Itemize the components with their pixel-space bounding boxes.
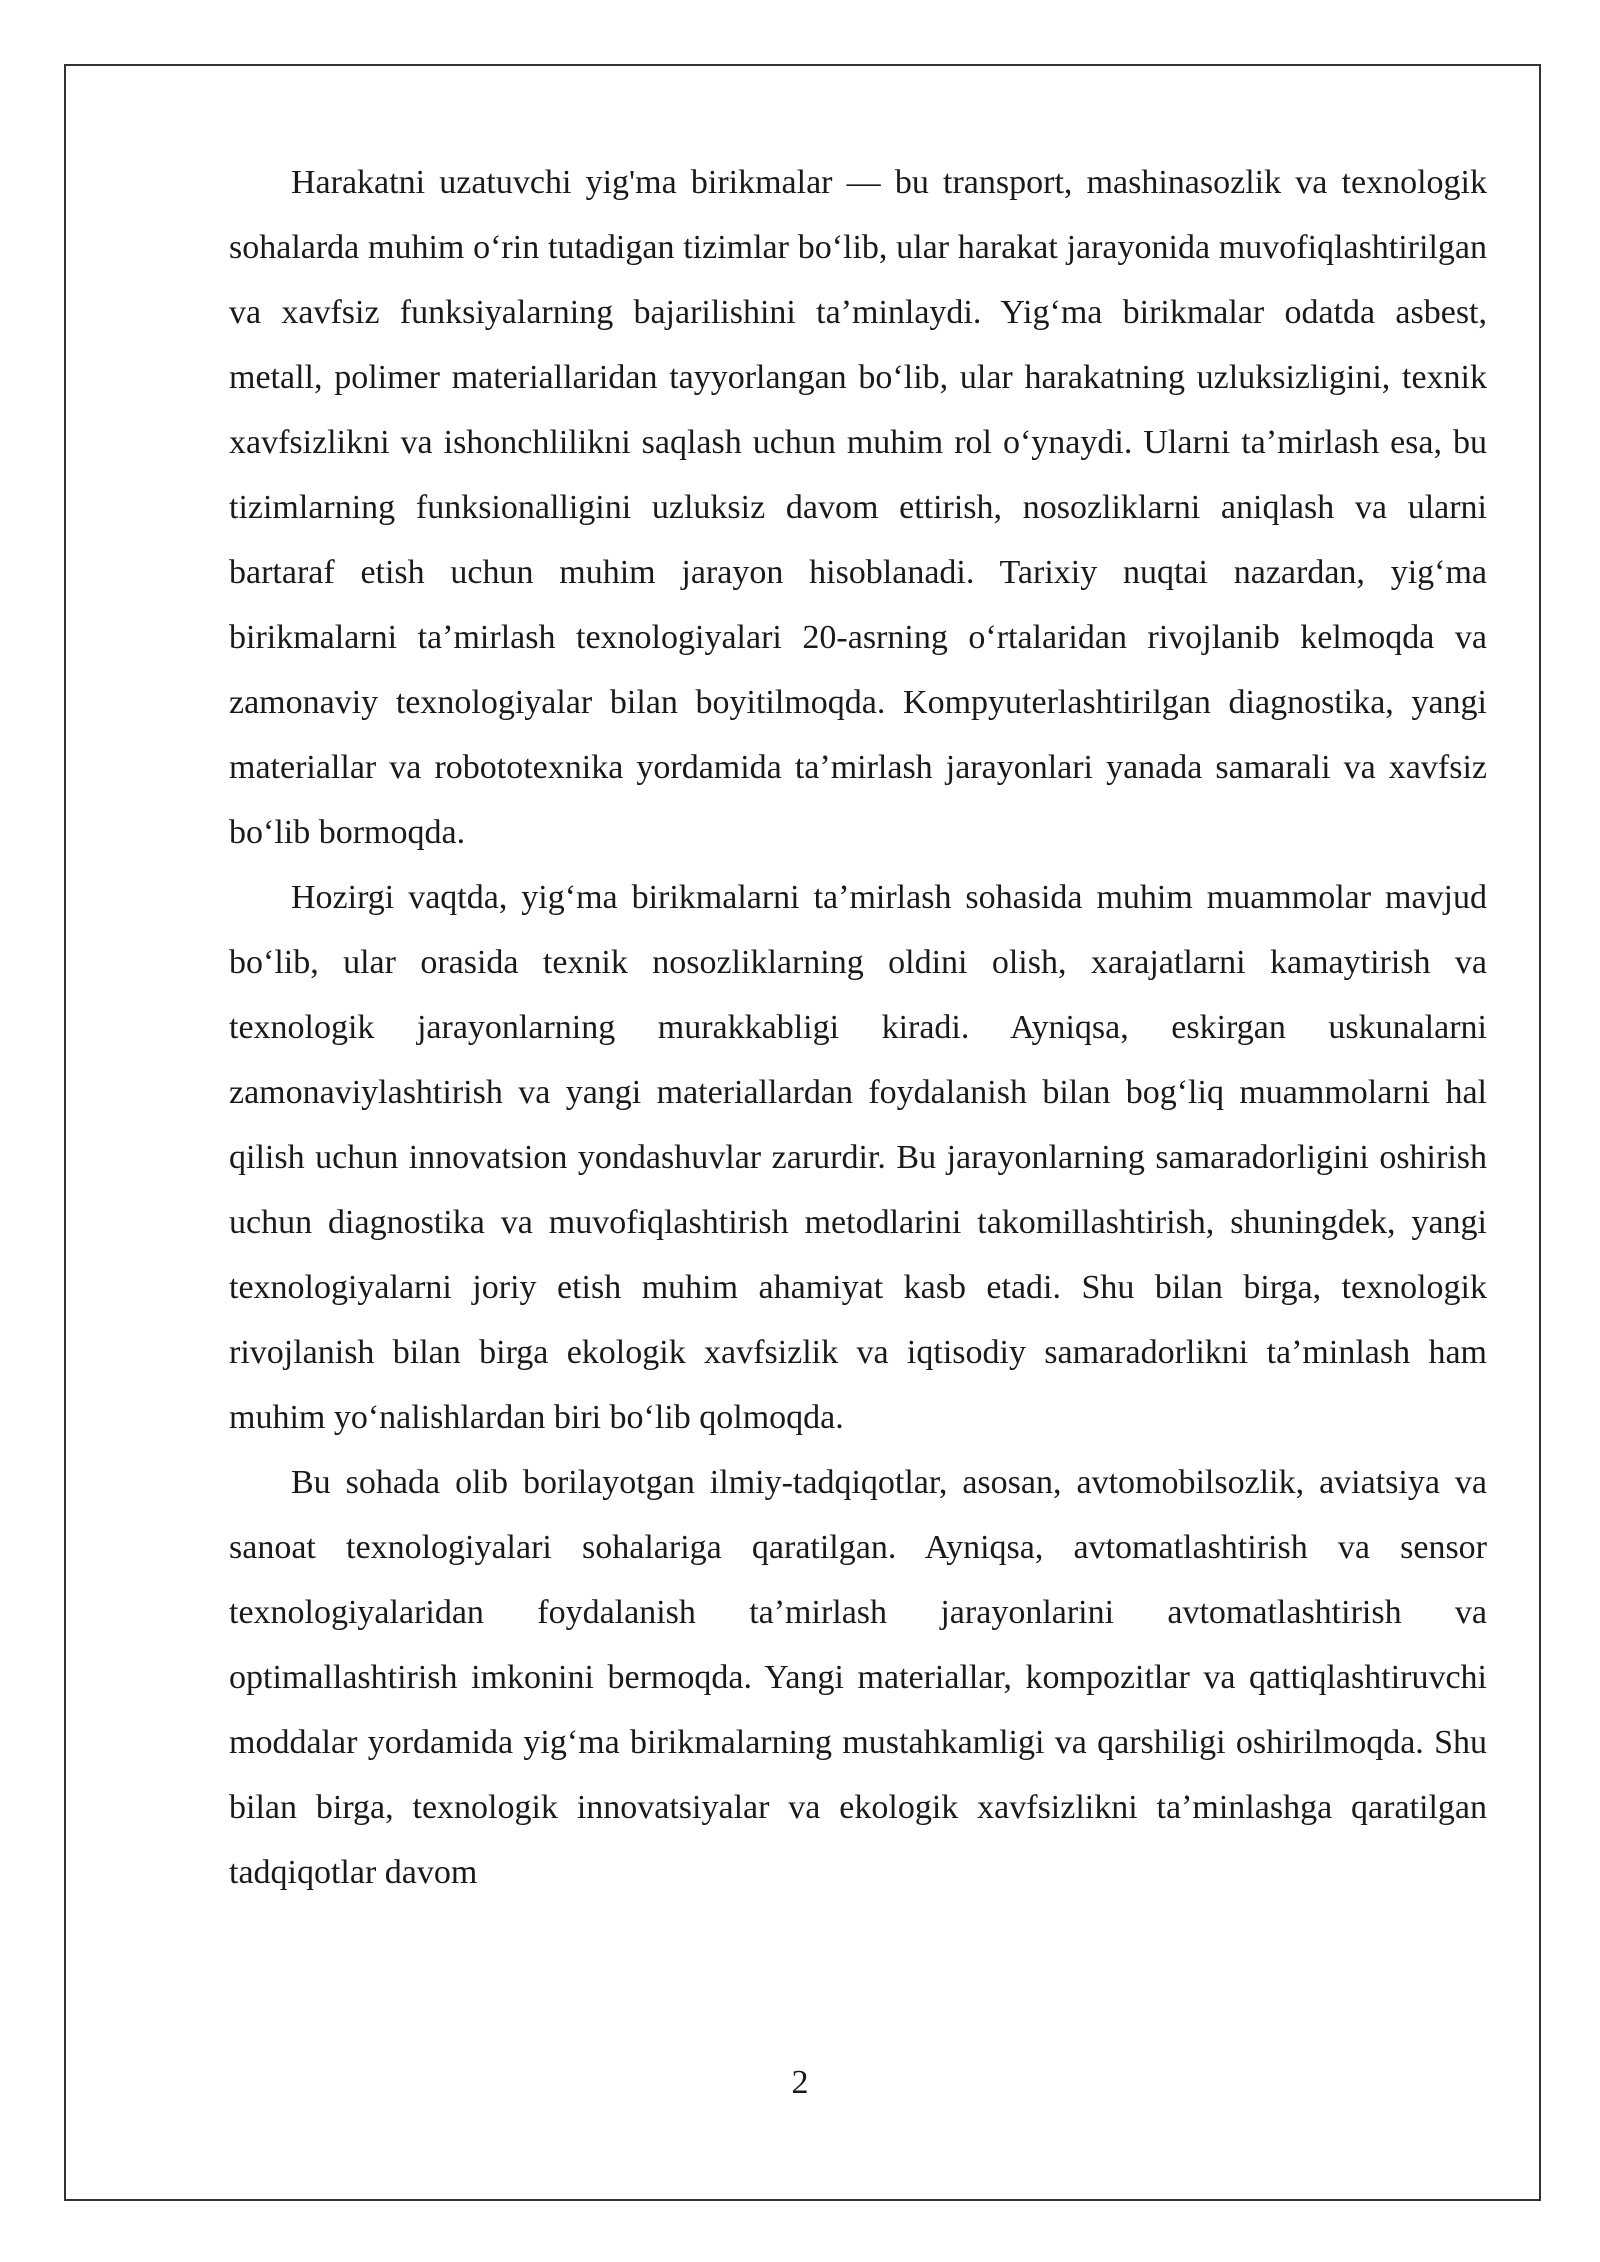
paragraph-1: Harakatni uzatuvchi yig'ma birikmalar — bu transport, mashinasozlik va texnologik sohalarda muhim oʻrin tutadigan tizimlar boʻlib, ular harakat jarayonida muvofiqlashtirilgan va xavfsiz funksiyalarning bajarilishini taʼminlaydi. Yigʻma birikmalar odatda asbest, metall, polimer materiallaridan tayyorlangan boʻlib, ular harakatning uzluksizligini, texnik xavfsizlikni va ishonchlilikni saqlash uchun muhim rol oʻynaydi. Ularni taʼmirlash esa, bu tizimlarning funksionalligini uzluksiz davom ettirish, nosozliklarni aniqlash va ularni bartaraf etish uchun muhim jarayon hisoblanadi. Tarixiy nuqtai nazardan, yigʻma birikmalarni taʼmirlash texnologiyalari 20-asrning oʻrtalaridan rivojlanib kelmoqda va zamonaviy texnologiyalar bilan boyitilmoqda. Kompyuterlashtirilgan diagnostika, yangi materiallar va robototexnika yordamida taʼmirlash jarayonlari yanada samarali va xavfsiz boʻlib bormoqda. xyxy=(229,164,1487,851)
document-body xyxy=(229,150,1487,1905)
paragraph-2: Hozirgi vaqtda, yigʻma birikmalarni taʼmirlash sohasida muhim muammolar mavjud boʻlib, ular orasida texnik nosozliklarning oldini olish, xarajatlarni kamaytirish va texnologik jarayonlarning murakkabligi kiradi. Ayniqsa, eskirgan uskunalarni zamonaviylashtirish va yangi materiallardan foydalanish bilan bogʻliq muammolarni hal qilish uchun innovatsion yondashuvlar zarurdir. Bu jarayonlarning samaradorligini oshirish uchun diagnostika va muvofiqlashtirish metodlarini takomillashtirish, shuningdek, yangi texnologiyalarni joriy etish muhim ahamiyat kasb etadi. Shu bilan birga, texnologik rivojlanish bilan birga ekologik xavfsizlik va iqtisodiy samaradorlikni taʼminlash ham muhim yoʻnalishlardan biri boʻlib qolmoqda. xyxy=(229,879,1487,1436)
paragraph-3: Bu sohada olib borilayotgan ilmiy-tadqiqotlar, asosan, avtomobilsozlik, aviatsiya va sanoat texnologiyalari sohalariga qaratilgan. Ayniqsa, avtomatlashtirish va sensor texnologiyalaridan foydalanish taʼmirlash jarayonlarini avtomatlashtirish va optimallashtirish imkonini bermoqda. Yangi materiallar, kompozitlar va qattiqlashtiruvchi moddalar yordamida yigʻma birikmalarning mustahkamligi va qarshiligi oshirilmoqda. Shu bilan birga, texnologik innovatsiyalar va ekologik xavfsizlikni taʼminlashga qaratilgan tadqiqotlar davom xyxy=(229,1464,1487,1891)
page-number: 2 xyxy=(791,2064,809,2101)
